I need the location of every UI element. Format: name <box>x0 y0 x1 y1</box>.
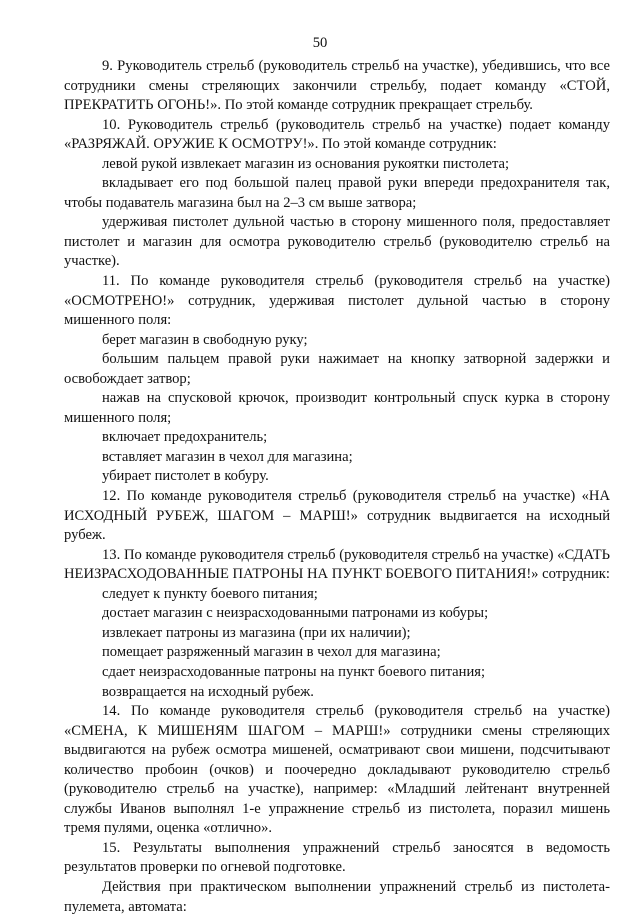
list-item: помещает разряженный магазин в чехол для магазина; <box>102 644 441 661</box>
list-item: убирает пистолет в кобуру. <box>102 468 269 485</box>
list-item: следует к пункту боевого питания; <box>102 585 318 602</box>
list-item: левой рукой извлекает магазин из основания рукоятки пистолета; <box>102 155 510 172</box>
list-item: берет магазин в свободную руку; <box>102 331 308 348</box>
paragraph-15-results: 15. Результаты выполнения упражнений стрельб заносятся в ведомость результатов проверки по огневой подготовке. <box>64 839 610 876</box>
list-item: удерживая пистолет дульной частью в сторону мишенного поля, предоставляет пистолет и магазин для осмотра руководителю стрельб (руководителю стрельб на участке). <box>64 214 610 270</box>
list-item: возвращается на исходный рубеж. <box>102 683 314 700</box>
document-body <box>64 57 610 917</box>
page-number: 50 <box>312 35 328 51</box>
list-item: извлекает патроны из магазина (при их наличии); <box>102 624 411 641</box>
paragraph-10-unload-command: 10. Руководитель стрельб (руководитель стрельб на участке) подает команду «РАЗРЯЖАЙ. ОРУЖИЕ К ОСМОТРУ!». По этой команде сотрудник: <box>64 116 610 153</box>
list-item: включает предохранитель; <box>102 429 268 446</box>
paragraph-smg-actions-intro: Действия при практическом выполнении упражнений стрельб из пистолета-пулемета, автомата: <box>64 878 610 915</box>
list-item: вставляет магазин в чехол для магазина; <box>102 448 353 465</box>
list-item: вкладывает его под большой палец правой руки впереди предохранителя так, чтобы подаватель магазина был на 2–3 см выше затвора; <box>64 175 610 211</box>
paragraph-14-to-targets-command: 14. По команде руководителя стрельб (руководителя стрельб на участке) «СМЕНА, К МИШЕНЯМ ШАГОМ – МАРШ!» сотрудники смены стреляющих выдвигаются на рубеж осмотра мишеней, осматривают свои мишени, подсчитывают количество пробоин (очков) и поочередно докладывают руководителю стрельб (руководителю стрельб на участке), например: «Младший лейтенант внутренней службы Иванов выполнял 1-е упражнение стрельб из пистолета, поразил мишень тремя пулями, оценка «отлично». <box>64 703 610 837</box>
list-item: нажав на спусковой крючок, производит контрольный спуск курка в сторону мишенного поля; <box>64 390 610 426</box>
list-item: достает магазин с неизрасходованными патронами из кобуры; <box>102 605 489 622</box>
list-item: сдает неизрасходованные патроны на пункт боевого питания; <box>102 663 486 680</box>
paragraph-13-surrender-ammo-command: 13. По команде руководителя стрельб (руководителя стрельб на участке) «СДАТЬ НЕИЗРАСХОДОВАННЫЕ ПАТРОНЫ НА ПУНКТ БОЕВОГО ПИТАНИЯ!» сотрудник: <box>64 546 610 583</box>
paragraph-11-inspected-command: 11. По команде руководителя стрельб (руководителя стрельб на участке) «ОСМОТРЕНО!» сотрудник, удерживая пистолет дульной частью в сторону мишенного поля: <box>64 273 610 329</box>
list-item: большим пальцем правой руки нажимает на кнопку затворной задержки и освобождает затвор; <box>64 351 610 387</box>
paragraph-12-return-command: 12. По команде руководителя стрельб (руководителя стрельб на участке) «НА ИСХОДНЫЙ РУБЕЖ, ШАГОМ – МАРШ!» сотрудник выдвигается на исходный рубеж. <box>64 488 610 544</box>
paragraph-9-cease-fire: 9. Руководитель стрельб (руководитель стрельб на участке), убедившись, что все сотрудники смены стреляющих закончили стрельбу, подает команду «СТОЙ, ПРЕКРАТИТЬ ОГОНЬ!». По этой команде сотрудник прекращает стрельбу. <box>64 58 610 114</box>
